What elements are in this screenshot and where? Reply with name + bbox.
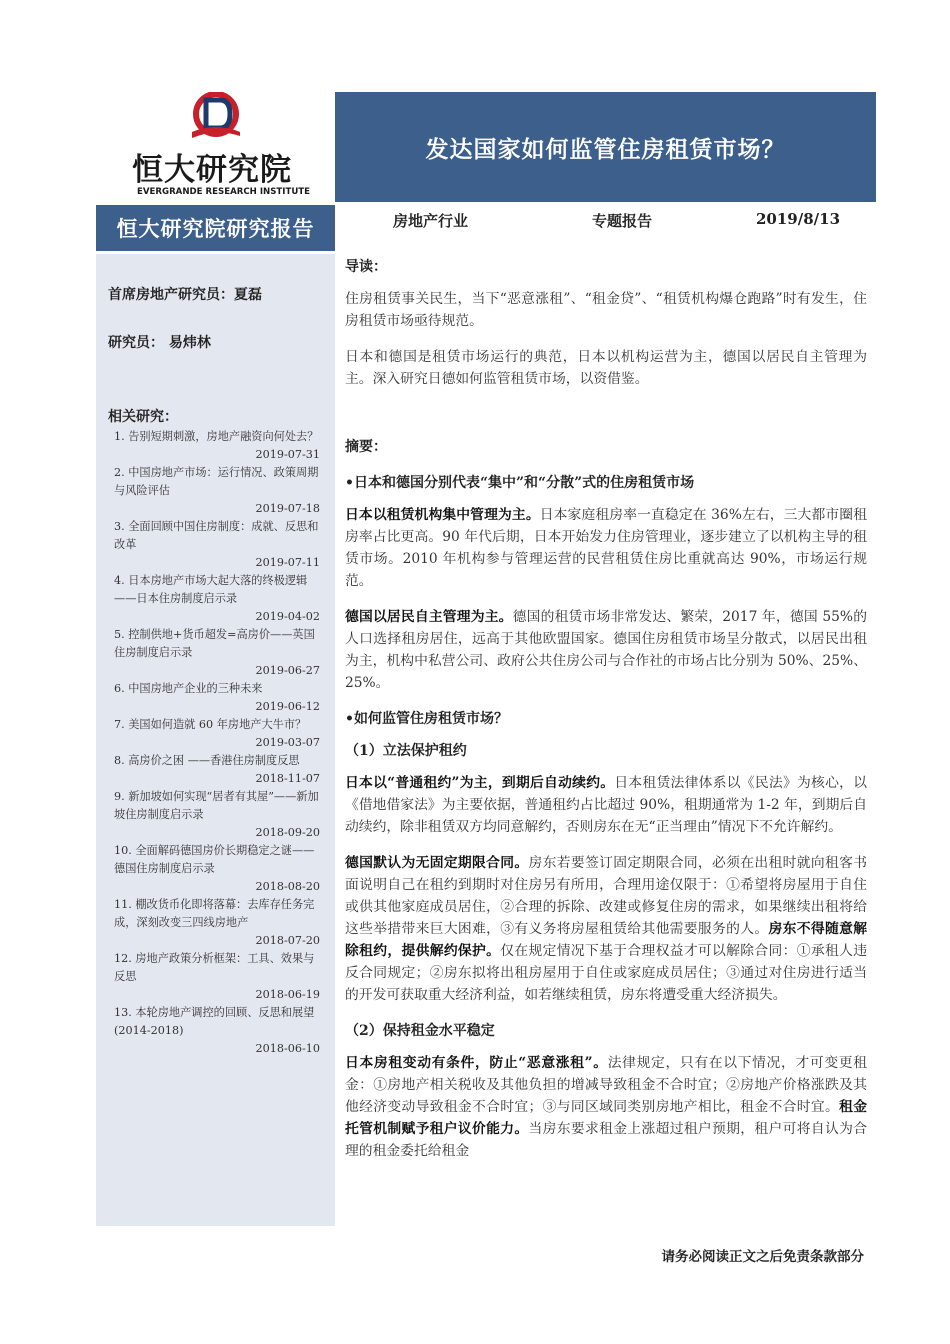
sidebar — [96, 254, 335, 1226]
list-item[interactable]: 1. 告别短期刺激，房地产融资向何处去？ 2019-07-31 — [114, 430, 320, 461]
list-item[interactable]: 8. 高房价之困 ——香港住房制度反思 2018-11-07 — [114, 754, 320, 785]
intro-heading: 导读： — [345, 259, 387, 275]
chief-researcher: 首席房地产研究员：夏磊 — [108, 287, 262, 303]
logo-subtitle: EVERGRANDE RESEARCH INSTITUTE — [137, 187, 311, 197]
intro-paragraph-2: 日本和德国是租赁市场运行的典范，日本以机构运营为主，德国以居民自主管理为主。深入研究日德如何监管租赁市场，以资借鉴。 — [345, 349, 867, 387]
report-date: 2019/8/13 — [756, 210, 841, 228]
germany-lease-paragraph: 德国默认为无固定期限合同。房东若要签订固定期限合同，必须在出租时就向租客书面说明自己在租约到期时对住房另有所用，合理用途仅限于：①希望将房屋用于自住或供其他家庭成员居住，②合理的拆除、改建或修复住房的需求，如果继续出租将给这些举措带来巨大困难，③有义务将房屋租赁给其他需要服务的人。房东不得随意解除租约，提供解约保护。仅在规定情况下基于合理权益才可以解除合同：①承租人违反合同规定；②房东拟将出租房屋用于自住或家庭成员居住；③通过对住房进行适当的开发可获取重大经济利益，如若继续租赁，房东将遭受重大经济损失。 — [345, 855, 868, 1003]
list-item[interactable]: 12. 房地产政策分析框架：工具、效果与反思 2018-06-19 — [114, 952, 320, 1001]
report-type-label: 专题报告 — [592, 212, 653, 230]
intro-paragraph-1: 住房租赁事关民生，当下“恶意涨租”、“租金贷”、“租赁机构爆仓跑路”时有发生，住房租赁市场亟待规范。 — [345, 291, 867, 329]
japan-paragraph: 日本以租赁机构集中管理为主。日本家庭租房率一直稳定在 36%左右，三大都市圈租房率占比更高。90 年代后期，日本开始发力住房管理业，逐步建立了以机构主导的租赁市场。2010 年机构参与管理运营的民营租赁住房比重就高达 90%，市场运行规范。 — [345, 507, 867, 589]
evergrande-logo-icon — [186, 92, 246, 142]
related-research-list — [114, 428, 320, 1058]
list-item[interactable]: 3. 全面回顾中国住房制度：成就、反思和改革 2019-07-11 — [114, 520, 320, 569]
summary-bullet-1: •日本和德国分别代表“集中”和“分散”式的住房租赁市场 — [345, 475, 695, 491]
list-item[interactable]: 6. 中国房地产企业的三种未来 2019-06-12 — [114, 682, 320, 713]
report-title: 发达国家如何监管住房租赁市场？ — [335, 92, 876, 202]
list-item[interactable]: 7. 美国如何造就 60 年房地产大牛市？ 2019-03-07 — [114, 718, 320, 749]
report-series-label: 恒大研究院研究报告 — [96, 205, 335, 251]
japan-lease-paragraph: 日本以“普通租约”为主，到期后自动续约。日本租赁法律体系以《民法》为核心，以《借地借家法》为主要依据，普通租约占比超过 90%，租期通常为 1-2 年，到期后自动续约，除非租赁双方均同意解约，否则房东在无“正当理由”情况下不允许解约。 — [345, 775, 868, 835]
industry-label: 房地产行业 — [393, 212, 469, 230]
list-item[interactable]: 9. 新加坡如何实现“居者有其屋”——新加坡住房制度启示录 2018-09-20 — [114, 790, 320, 839]
summary-heading: 摘要： — [345, 439, 387, 455]
list-item[interactable]: 11. 棚改货币化即将落幕：去库存任务完成，深刻改变三四线房地产 2018-07-20 — [114, 898, 320, 947]
list-item[interactable]: 4. 日本房地产市场大起大落的终极逻辑——日本住房制度启示录 2019-04-02 — [114, 574, 320, 623]
germany-paragraph: 德国以居民自主管理为主。德国的租赁市场非常发达、繁荣，2017 年，德国 55%的人口选择租房居住，远高于其他欧盟国家。德国住房租赁市场呈分散式，以居民出租为主，机构中私营公司、政府公共住房公司与合作社的市场占比分别为 50%、25%、25%。 — [345, 609, 867, 691]
researcher: 研究员： 易炜林 — [108, 335, 211, 351]
list-item[interactable]: 2. 中国房地产市场：运行情况、政策周期与风险评估 2019-07-18 — [114, 466, 320, 515]
subsection-2: （2）保持租金水平稳定 — [345, 1023, 495, 1039]
list-item[interactable]: 5. 控制供地+货币超发=高房价——英国住房制度启示录 2019-06-27 — [114, 628, 320, 677]
subsection-1: （1）立法保护租约 — [345, 743, 467, 759]
logo — [120, 92, 316, 204]
japan-rent-paragraph: 日本房租变动有条件，防止“恶意涨租”。法律规定，只有在以下情况，才可变更租金：①房地产相关税收及其他负担的增减导致租金不合时宜；②房地产价格涨跌及其他经济变动导致租金不合时宜；③与同区域同类别房地产相比，租金不合时宜。租金托管机制赋予租户议价能力。当房东要求租金上涨超过租户预期，租户可将自认为合理的租金委托给租金 — [345, 1055, 868, 1159]
summary-bullet-2: •如何监管住房租赁市场？ — [345, 711, 508, 727]
disclaimer-note: 请务必阅读正文之后免责条款部分 — [661, 1249, 864, 1265]
logo-name: 恒大研究院 — [132, 152, 292, 188]
main-content — [345, 256, 867, 1162]
list-item[interactable]: 10. 全面解码德国房价长期稳定之谜——德国住房制度启示录 2018-08-20 — [114, 844, 320, 893]
related-research-heading: 相关研究： — [108, 409, 178, 425]
list-item[interactable]: 13. 本轮房地产调控的回顾、反思和展望(2014-2018) 2018-06-10 — [114, 1006, 320, 1055]
